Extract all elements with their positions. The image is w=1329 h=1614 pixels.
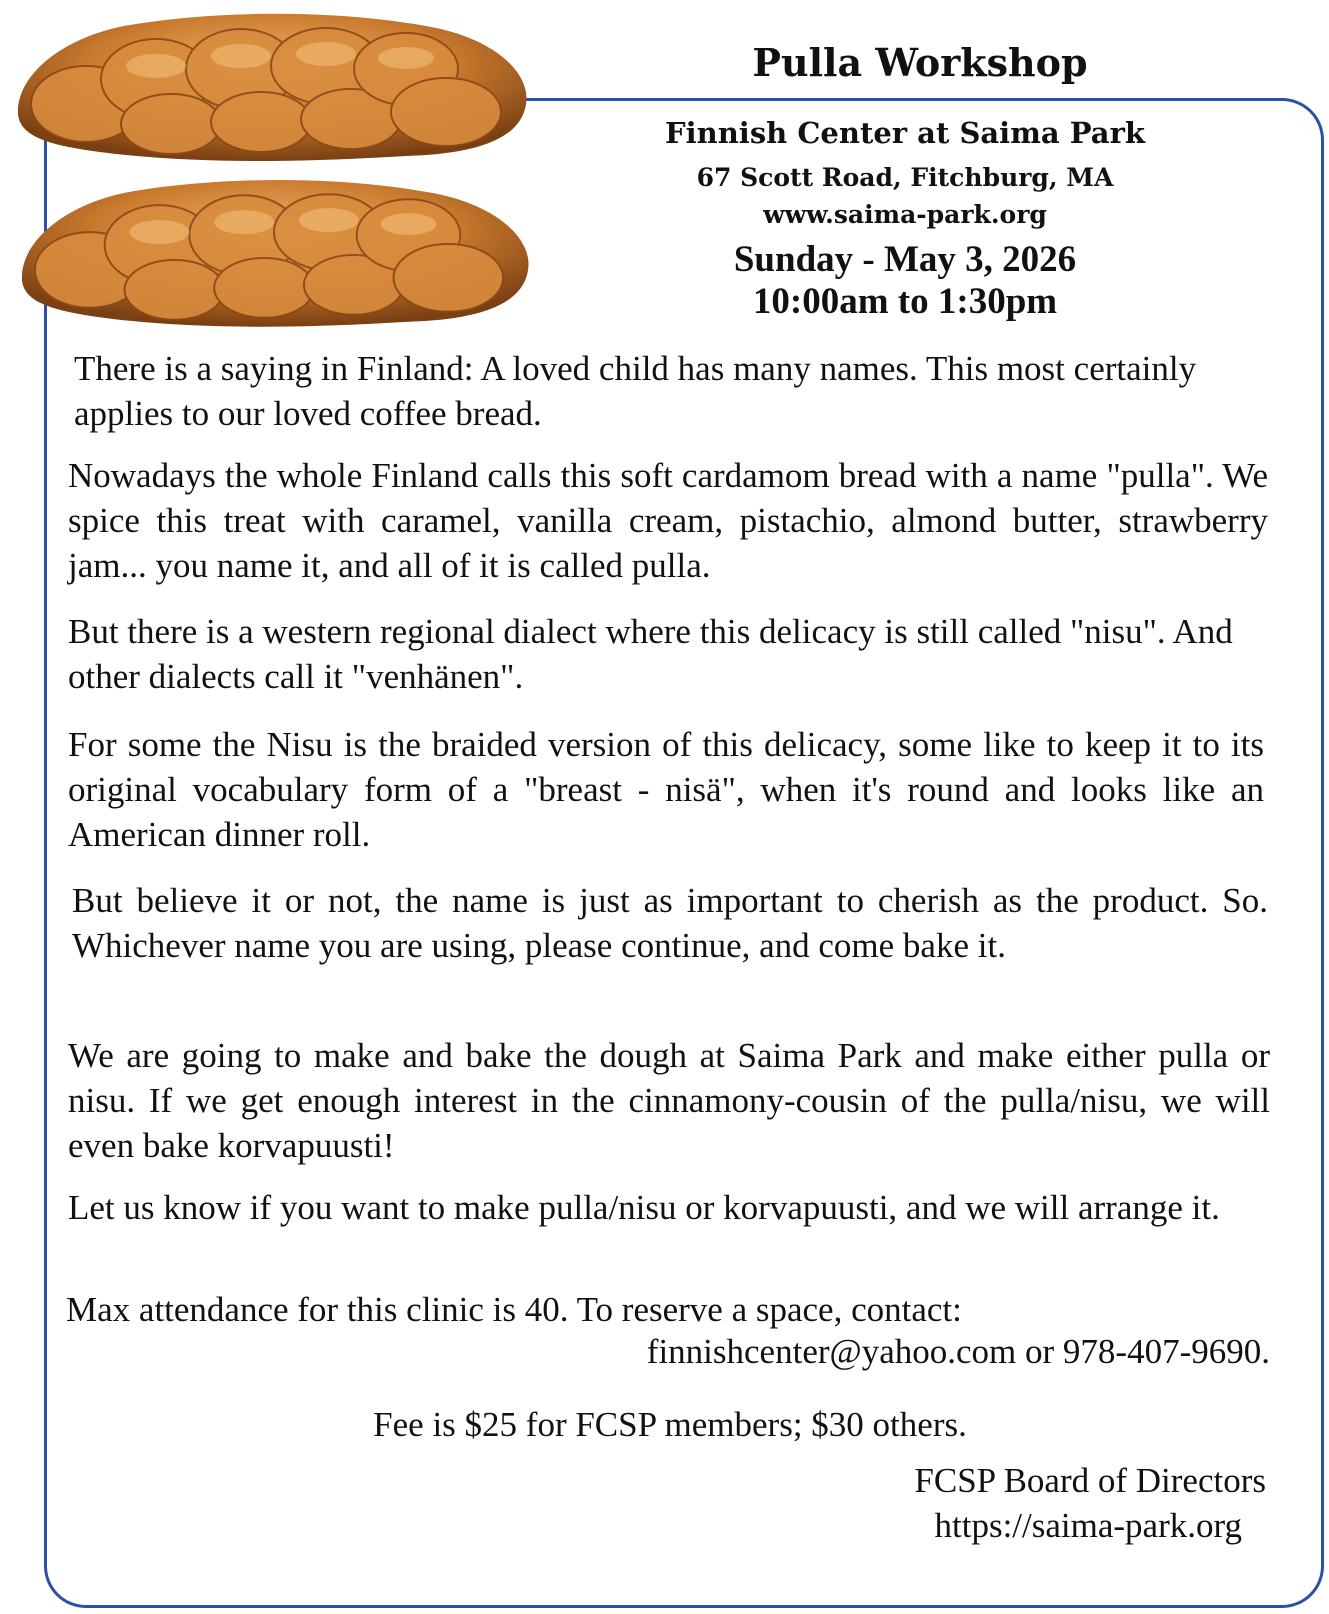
- braided-bread-image: [6, 4, 536, 169]
- paragraph: For some the Nisu is the braided version of this delicacy, some like to keep it to its original vocabulary form of a "breast - nisä", when it's round and looks like an American dinner roll.: [68, 725, 1264, 854]
- venue-name: Finnish Center at Saima Park: [665, 116, 1145, 150]
- signature: FCSP Board of Directors: [914, 1461, 1266, 1500]
- paragraph: We are going to make and bake the dough at Saima Park and make either pulla or nisu. If we get enough interest in the cinnamony-cousin of the pulla/nisu, we will even bake korvapuusti!: [68, 1036, 1270, 1165]
- braided-bread-image: [10, 170, 538, 335]
- fee-text: Fee is $25 for FCSP members; $30 others.: [373, 1405, 967, 1444]
- paragraph: Nowadays the whole Finland calls this soft cardamom bread with a name "pulla". We spice this treat with caramel, vanilla cream, pistachio, almond butter, strawberry jam... you name it, and all of it is called pulla.: [68, 456, 1268, 585]
- contact-info[interactable]: finnishcenter@yahoo.com or 978-407-9690.: [646, 1332, 1270, 1371]
- attendance-text: Max attendance for this clinic is 40. To reserve a space, contact:: [66, 1290, 962, 1329]
- paragraph: Let us know if you want to make pulla/nisu or korvapuusti, and we will arrange it.: [68, 1188, 1220, 1227]
- event-date: Sunday - May 3, 2026: [733, 239, 1077, 280]
- event-time: 10:00am to 1:30pm: [752, 281, 1058, 322]
- venue-address: 67 Scott Road, Fitchburg, MA: [696, 163, 1114, 192]
- paragraph: But believe it or not, the name is just as important to cherish as the product. So. Whichever name you are using, please continue, and come bake it.: [72, 881, 1268, 965]
- footer-url[interactable]: https://saima-park.org: [934, 1506, 1242, 1545]
- venue-website[interactable]: www.saima-park.org: [763, 200, 1047, 229]
- flyer-title: Pulla Workshop: [752, 40, 1088, 85]
- paragraph: There is a saying in Finland: A loved child has many names. This most certainly applies to our loved coffee bread.: [74, 349, 1197, 433]
- paragraph: But there is a western regional dialect where this delicacy is still called "nisu". And other dialects call it "venhänen".: [68, 612, 1233, 696]
